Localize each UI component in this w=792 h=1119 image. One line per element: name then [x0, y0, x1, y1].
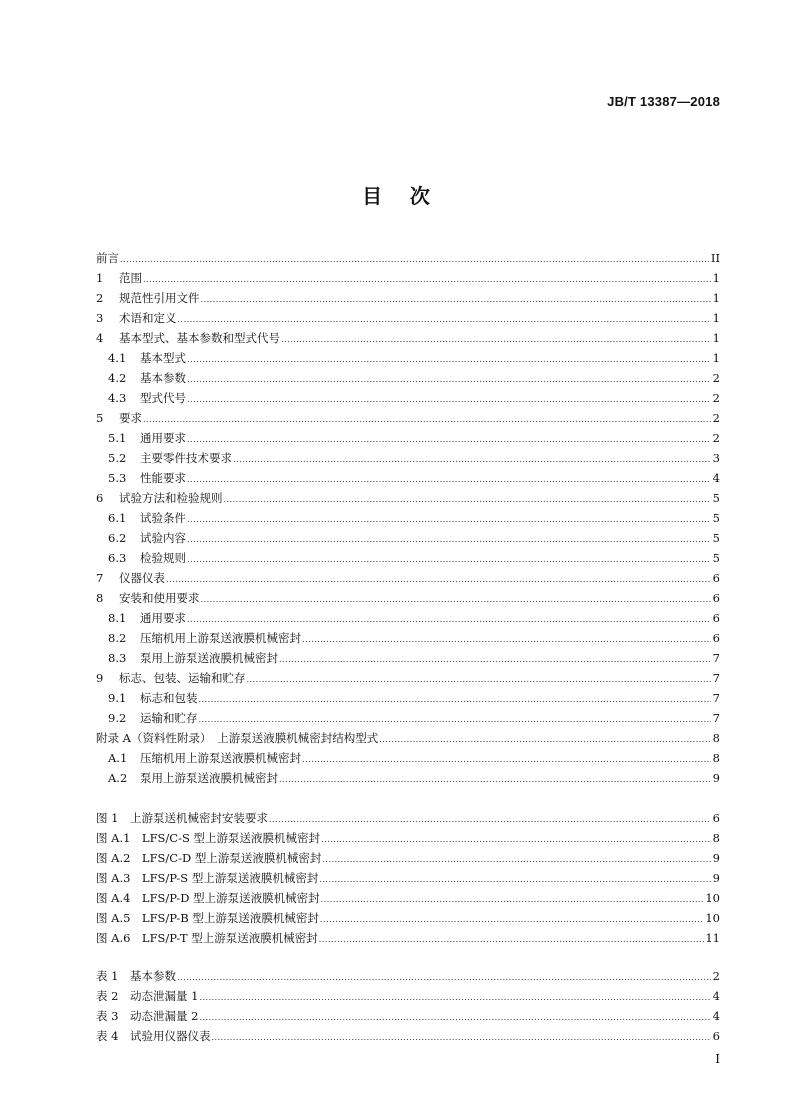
- entry-label: 试验方法和检验规则: [119, 491, 223, 505]
- entry-label: 规范性引用文件: [119, 291, 200, 305]
- entry-number: 6.2: [108, 531, 127, 545]
- dot-leader: [320, 910, 704, 930]
- dot-leader: [187, 390, 711, 410]
- dot-leader: [319, 870, 711, 890]
- figure-entry[interactable]: [96, 848, 720, 868]
- toc-entry[interactable]: [96, 528, 720, 548]
- table-entry[interactable]: [96, 1006, 720, 1026]
- dot-leader: [233, 450, 711, 470]
- dot-leader: [281, 330, 711, 350]
- dot-leader: [187, 550, 711, 570]
- dot-leader: [187, 610, 711, 630]
- entry-label: 图 1 上游泵送机械密封安装要求: [96, 811, 268, 825]
- toc-entry[interactable]: [96, 328, 720, 348]
- entry-page-number: 1: [712, 271, 720, 285]
- dot-leader: [319, 930, 705, 950]
- entry-number: 9.2: [108, 711, 127, 725]
- entry-label: 安装和使用要求: [119, 591, 200, 605]
- figure-entry[interactable]: [96, 828, 720, 848]
- entry-label: 仪器仪表: [119, 571, 165, 585]
- entry-page-number: 6: [712, 571, 720, 585]
- dot-leader: [187, 470, 711, 490]
- entry-page-number: 11: [705, 931, 720, 945]
- entry-label: 图 A.4 LFS/P-D 型上游泵送液膜机械密封: [96, 891, 320, 905]
- toc-entry[interactable]: [96, 648, 720, 668]
- entry-number: 5: [96, 411, 104, 425]
- dot-leader: [201, 290, 712, 310]
- dot-leader: [379, 730, 711, 750]
- entry-label: 性能要求: [140, 471, 186, 485]
- entry-label: 型式代号: [140, 391, 186, 405]
- toc-entry[interactable]: [96, 748, 720, 768]
- toc-entry[interactable]: [96, 608, 720, 628]
- entry-page-number: 4: [712, 471, 720, 485]
- entry-page-number: 5: [712, 531, 720, 545]
- figure-entry[interactable]: [96, 928, 720, 948]
- entry-number: 4.2: [108, 371, 127, 385]
- toc-entry[interactable]: [96, 368, 720, 388]
- dot-leader: [247, 670, 712, 690]
- entry-page-number: 7: [712, 671, 720, 685]
- table-entry[interactable]: [96, 1026, 720, 1046]
- toc-entry[interactable]: [96, 508, 720, 528]
- entry-page-number: 9: [712, 851, 720, 865]
- entry-page-number: II: [710, 251, 720, 265]
- entry-number: 6.1: [108, 511, 127, 525]
- entry-label: 检验规则: [140, 551, 186, 565]
- table-of-contents: [96, 248, 720, 788]
- entry-page-number: 1: [712, 311, 720, 325]
- entry-label: 泵用上游泵送液膜机械密封: [140, 771, 278, 785]
- entry-number: 8: [96, 591, 104, 605]
- entry-page-number: 1: [712, 331, 720, 345]
- entry-page-number: 2: [712, 969, 720, 983]
- dot-leader: [199, 710, 712, 730]
- dot-leader: [302, 750, 711, 770]
- entry-label: 通用要求: [140, 431, 186, 445]
- dot-leader: [187, 430, 711, 450]
- entry-number: 4.3: [108, 391, 127, 405]
- entry-label: 表 3 动态泄漏量 2: [96, 1009, 199, 1023]
- entry-page-number: 7: [712, 651, 720, 665]
- dot-leader: [321, 890, 705, 910]
- entry-label: 通用要求: [140, 611, 186, 625]
- entry-page-number: 6: [712, 591, 720, 605]
- toc-entry[interactable]: [96, 668, 720, 688]
- entry-label: 附录 A（资料性附录） 上游泵送液膜机械密封结构型式: [96, 731, 379, 745]
- dot-leader: [187, 530, 711, 550]
- figure-entry[interactable]: [96, 808, 720, 828]
- entry-label: 基本参数: [140, 371, 186, 385]
- entry-label: 图 A.6 LFS/P-T 型上游泵送液膜机械密封: [96, 931, 318, 945]
- dot-leader: [302, 630, 711, 650]
- entry-number: 8.2: [108, 631, 127, 645]
- entry-page-number: 6: [712, 1029, 720, 1043]
- entry-page-number: 2: [712, 411, 720, 425]
- toc-entry[interactable]: [96, 468, 720, 488]
- entry-page-number: 9: [712, 871, 720, 885]
- dot-leader: [199, 988, 711, 1008]
- entry-number: 1: [96, 271, 104, 285]
- entry-number: 4: [96, 331, 104, 345]
- entry-label: 表 1 基本参数: [96, 969, 176, 983]
- toc-entry[interactable]: [96, 688, 720, 708]
- entry-number: 9: [96, 671, 104, 685]
- entry-page-number: 2: [712, 371, 720, 385]
- entry-page-number: 10: [705, 911, 720, 925]
- entry-number: 4.1: [108, 351, 127, 365]
- entry-label: 图 A.5 LFS/P-B 型上游泵送液膜机械密封: [96, 911, 319, 925]
- entry-label: 图 A.1 LFS/C-S 型上游泵送液膜机械密封: [96, 831, 321, 845]
- entry-label: 前言: [96, 251, 119, 265]
- entry-label: 范围: [119, 271, 142, 285]
- toc-entry[interactable]: [96, 728, 720, 748]
- dot-leader: [187, 510, 711, 530]
- dot-leader: [269, 810, 711, 830]
- entry-label: 标志、包装、运输和贮存: [119, 671, 246, 685]
- figure-entry[interactable]: [96, 888, 720, 908]
- dot-leader: [187, 370, 711, 390]
- toc-entry[interactable]: [96, 428, 720, 448]
- entry-page-number: 6: [712, 811, 720, 825]
- entry-page-number: 7: [712, 711, 720, 725]
- entry-page-number: 4: [712, 989, 720, 1003]
- dot-leader: [322, 850, 711, 870]
- list-of-tables: [96, 966, 720, 1046]
- entry-label: 试验条件: [140, 511, 186, 525]
- page-number: I: [715, 1052, 720, 1066]
- entry-number: 5.1: [108, 431, 127, 445]
- entry-label: 基本型式: [140, 351, 186, 365]
- dot-leader: [199, 1008, 711, 1028]
- entry-page-number: 2: [712, 391, 720, 405]
- entry-number: 6.3: [108, 551, 127, 565]
- entry-page-number: 7: [712, 691, 720, 705]
- entry-label: 表 4 试验用仪器仪表: [96, 1029, 211, 1043]
- toc-entry[interactable]: [96, 388, 720, 408]
- entry-label: 运输和贮存: [140, 711, 198, 725]
- entry-label: 主要零件技术要求: [140, 451, 232, 465]
- figure-entry[interactable]: [96, 908, 720, 928]
- entry-label: 图 A.3 LFS/P-S 型上游泵送液膜机械密封: [96, 871, 319, 885]
- figure-entry[interactable]: [96, 868, 720, 888]
- entry-page-number: 2: [712, 431, 720, 445]
- table-entry[interactable]: [96, 986, 720, 1006]
- entry-number: 3: [96, 311, 104, 325]
- entry-page-number: 4: [712, 1009, 720, 1023]
- toc-entry[interactable]: [96, 308, 720, 328]
- entry-label: 基本型式、基本参数和型式代号: [119, 331, 280, 345]
- toc-entry[interactable]: [96, 248, 720, 268]
- dot-leader: [224, 490, 712, 510]
- entry-number: 2: [96, 291, 104, 305]
- entry-number: 8.3: [108, 651, 127, 665]
- table-entry[interactable]: [96, 966, 720, 986]
- toc-entry[interactable]: [96, 488, 720, 508]
- dot-leader: [211, 1028, 711, 1048]
- entry-page-number: 6: [712, 611, 720, 625]
- entry-label: 压缩机用上游泵送液膜机械密封: [140, 631, 301, 645]
- dot-leader: [120, 250, 710, 270]
- entry-page-number: 8: [712, 731, 720, 745]
- entry-page-number: 1: [712, 291, 720, 305]
- toc-entry[interactable]: [96, 628, 720, 648]
- entry-page-number: 5: [712, 551, 720, 565]
- page-title: 目 次: [362, 184, 430, 208]
- toc-entry[interactable]: [96, 448, 720, 468]
- entry-page-number: 8: [712, 831, 720, 845]
- entry-page-number: 1: [712, 351, 720, 365]
- toc-entry[interactable]: [96, 348, 720, 368]
- toc-entry[interactable]: [96, 568, 720, 588]
- entry-label: 压缩机用上游泵送液膜机械密封: [140, 751, 301, 765]
- entry-label: 要求: [119, 411, 142, 425]
- dot-leader: [143, 270, 711, 290]
- entry-number: 6: [96, 491, 104, 505]
- entry-label: 试验内容: [140, 531, 186, 545]
- toc-entry[interactable]: [96, 588, 720, 608]
- entry-number: 5.2: [108, 451, 127, 465]
- dot-leader: [321, 830, 711, 850]
- toc-entry[interactable]: [96, 288, 720, 308]
- entry-page-number: 5: [712, 511, 720, 525]
- dot-leader: [201, 590, 712, 610]
- entry-number: 5.3: [108, 471, 127, 485]
- toc-entry[interactable]: [96, 548, 720, 568]
- entry-number: 8.1: [108, 611, 127, 625]
- toc-entry[interactable]: [96, 408, 720, 428]
- entry-label: 标志和包装: [140, 691, 198, 705]
- entry-page-number: 3: [712, 451, 720, 465]
- dot-leader: [199, 690, 712, 710]
- dot-leader: [166, 570, 711, 590]
- dot-leader: [178, 310, 712, 330]
- entry-label: 泵用上游泵送液膜机械密封: [140, 651, 278, 665]
- entry-number: A.1: [108, 751, 128, 765]
- dot-leader: [143, 410, 711, 430]
- entry-page-number: 5: [712, 491, 720, 505]
- dot-leader: [279, 770, 711, 790]
- entry-page-number: 8: [712, 751, 720, 765]
- entry-page-number: 6: [712, 631, 720, 645]
- toc-entry[interactable]: [96, 708, 720, 728]
- entry-label: 表 2 动态泄漏量 1: [96, 989, 199, 1003]
- entry-number: 9.1: [108, 691, 127, 705]
- toc-entry[interactable]: [96, 768, 720, 788]
- entry-label: 术语和定义: [119, 311, 177, 325]
- dot-leader: [187, 350, 711, 370]
- entry-number: A.2: [108, 771, 128, 785]
- dot-leader: [279, 650, 711, 670]
- dot-leader: [177, 968, 711, 988]
- standard-code: JB/T 13387—2018: [607, 94, 720, 109]
- entry-label: 图 A.2 LFS/C-D 型上游泵送液膜机械密封: [96, 851, 322, 865]
- toc-entry[interactable]: [96, 268, 720, 288]
- entry-page-number: 9: [712, 771, 720, 785]
- list-of-figures: [96, 808, 720, 948]
- entry-number: 7: [96, 571, 104, 585]
- entry-page-number: 10: [705, 891, 720, 905]
